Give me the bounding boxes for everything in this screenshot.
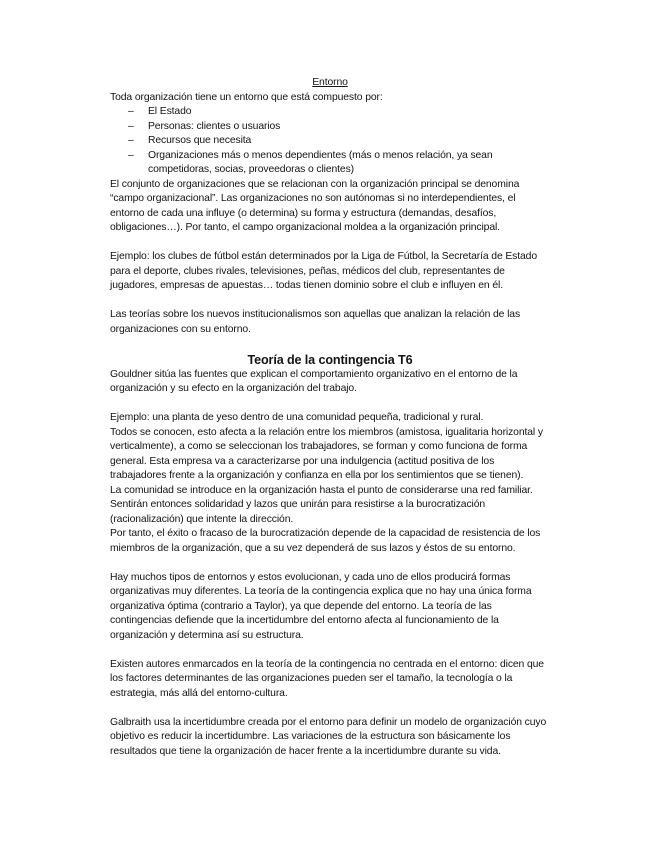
list-item bbox=[110, 134, 550, 149]
paragraph-football-example: Ejemplo: los clubes de fútbol están determinados por la Liga de Fútbol, la Secretaría de Estado para el deporte, clubes rivales, televisiones, peñas, médicos del club, representantes de jugadores, empresas de apuestas… todas tienen dominio sobre el club e influyen en él. bbox=[110, 251, 538, 291]
list-item-text: El Estado bbox=[148, 106, 192, 117]
paragraph-institutionalism: Las teorías sobre los nuevos institucionalismos son aquellas que analizan la relación de las organizaciones con su entorno. bbox=[110, 309, 521, 335]
paragraph-environment-types: Hay muchos tipos de entornos y estos evolucionan, y cada uno de ellos producirá formas organizativas muy diferentes. La teoría de la contingencia explica que no hay una única forma organizativa óptima (contrario a Taylor), ya que depende del entorno. La teoría de las contingencias defiende que la incertidumbre del entorno afecta al funcionamiento de la organización y determina así su estructura. bbox=[110, 571, 532, 641]
spacer bbox=[110, 643, 550, 658]
paragraph-bureaucratization: Por tanto, el éxito o fracaso de la burocratización depende de la capacidad de resistencia de los miembros de la organización, que a su vez dependerá de sus lazos y éstos de su entorno. bbox=[110, 528, 541, 554]
section-title-text: Entorno bbox=[312, 77, 348, 88]
list-item-text: Recursos que necesita bbox=[148, 135, 252, 146]
spacer bbox=[110, 294, 550, 309]
document-body bbox=[110, 76, 550, 759]
list-item-text: Organizaciones más o menos dependientes (más o menos relación, ya sean competidoras, socias, proveedoras o clientes) bbox=[148, 149, 493, 175]
section-title bbox=[110, 76, 550, 91]
dash-bullet: – bbox=[128, 135, 134, 146]
spacer bbox=[110, 556, 550, 571]
contingency-heading: Teoría de la contingencia T6 bbox=[247, 352, 413, 367]
spacer bbox=[110, 397, 550, 412]
environment-components-list bbox=[110, 105, 550, 178]
paragraph-solidarity: Sentirán entonces solidaridad y lazos que unirán para resistirse a la burocratización (racionalización) que intente la dirección. bbox=[110, 499, 486, 525]
list-item bbox=[110, 149, 550, 178]
spacer bbox=[110, 236, 550, 251]
list-item bbox=[110, 105, 550, 120]
paragraph-gypsum-example: Ejemplo: una planta de yeso dentro de una comunidad pequeña, tradicional y rural. bbox=[110, 412, 484, 423]
dash-bullet: – bbox=[128, 149, 134, 161]
dash-bullet: – bbox=[128, 120, 134, 132]
paragraph-galbraith: Galbraith usa la incertidumbre creada por el entorno para definir un modelo de organización cuyo objetivo es reducir la incertidumbre. Las variaciones de la estructura son básicamente los resultados que tiene la organización de hacer frente a la incertidumbre durante su vida. bbox=[110, 716, 547, 757]
list-item-text: Personas: clientes o usuarios bbox=[148, 120, 281, 132]
spacer bbox=[110, 337, 550, 352]
paragraph-organizational-field: El conjunto de organizaciones que se relacionan con la organización principal se denomina “campo organizacional”. Las organizaciones no son autónomas si no interdependientes, el entorno de cada una influye (o determina) su forma y estructura (demandas, desafíos, obligaciones…). Por tanto, el campo organizacional moldea a la organización principal. bbox=[110, 178, 520, 233]
paragraph-other-factors: Existen autores enmarcados en la teoría de la contingencia no centrada en el entorno: dicen que los factores determinantes de las organizaciones pueden ser el tamaño, la tecnología o la estrategia, más allá del entorno-cultura. bbox=[110, 658, 544, 699]
list-item bbox=[110, 120, 550, 135]
paragraph-family-network: La comunidad se introduce en la organización hasta el punto de considerarse una red familiar. bbox=[110, 484, 533, 496]
intro-paragraph: Toda organización tiene un entorno que está compuesto por: bbox=[110, 91, 383, 103]
spacer bbox=[110, 701, 550, 716]
paragraph-gouldner: Gouldner sitúa las fuentes que explican el comportamiento organizativo en el entorno de la organización y su efecto en la organización del trabajo. bbox=[110, 368, 518, 394]
paragraph-community-relations: Todos se conocen, esto afecta a la relación entre los miembros (amistosa, igualitaria horizontal y verticalmente), a como se seleccionan los trabajadores, se forman y como funciona de forma general. Esta empresa va a caracterizarse por una indulgencia (actitud positiva de los trabajadores frente a la organización y confianza en ella por los sentimientos que se tienen). bbox=[110, 426, 543, 481]
dash-bullet: – bbox=[128, 106, 134, 117]
